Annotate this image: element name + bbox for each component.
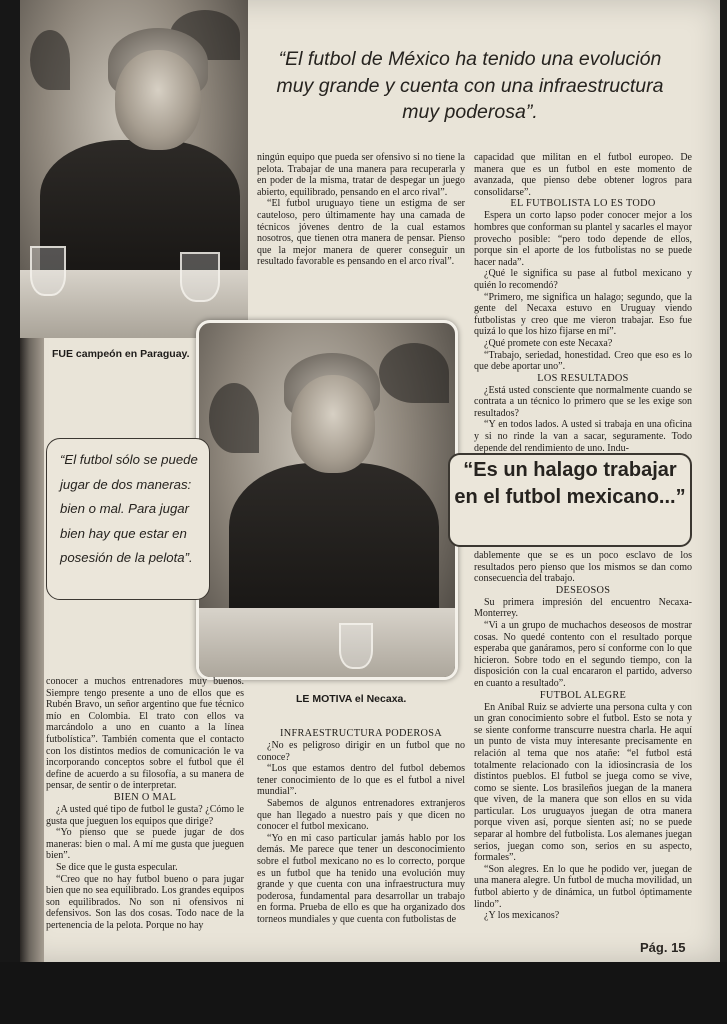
photo-glass — [180, 252, 220, 302]
paragraph: “Los que estamos dentro del futbol debemos tener conocimiento de lo que es el futbol a nivel mundial”. — [257, 763, 465, 798]
photo-glass — [30, 246, 66, 296]
page-number: Pág. 15 — [640, 940, 686, 955]
paragraph: “Trabajo, seriedad, honestidad. Creo que eso es lo que debe aportar uno”. — [474, 349, 692, 373]
paragraph: “Primero, me significa un halago; segundo, que la gente del Necaxa estuvo en Uruguay viendo futbolistas y creo que me vieron trabajar. Eso fue quizá lo que los hizo fijarse en mí”. — [474, 291, 692, 338]
paragraph: ¿Qué le significa su pase al futbol mexicano y quién lo recomendó? — [474, 268, 692, 291]
section-heading: INFRAESTRUCTURA PODEROSA — [280, 728, 442, 739]
photo-foliage — [209, 383, 259, 453]
photo-table — [199, 608, 458, 680]
paragraph: Se dice que le gusta especular. — [56, 861, 178, 873]
paragraph: Espera un corto lapso poder conocer mejor a los hombres que conforman su plantel y sacarles el mayor provecho posible: “pero todo depende de ellos, porque sin el aporte de los futbolistas no se puede hacer nada”. — [474, 210, 692, 268]
section-heading: DESEOSOS — [555, 584, 611, 596]
pull-quote-left: “El futbol sólo se puede jugar de dos maneras: bien o mal. Para jugar bien hay que estar en posesión de la pelota”. — [60, 452, 198, 566]
paragraph: capacidad que militan en el futbol europeo. De manera que es un futbol en este momento de avanzada, que pienso debe obtener logros para consolidarse”. — [474, 152, 692, 198]
scan-background — [0, 962, 727, 1024]
paragraph: “Yo en mi caso particular jamás hablo por los demás. Me parece que tener un desconocimiento sobre el futbol mexicano no es lo correcto, porque es un futbol que ha tenido una evolución muy grande y que cuenta con una infraestructura muy poderosa, fundamental para desarrollar un trabajo en forma. Prueba de ello es que ha organizado dos torneos mundiales y que cuenta con futbolistas de — [257, 832, 465, 925]
paragraph: “Son alegres. En lo que he podido ver, juegan de una manera alegre. Un futbol de mucha movilidad, un futbol abierto y de dinámica, un futbol óptimamente lindo”. — [474, 863, 692, 910]
paragraph: “El futbol uruguayo tiene un estigma de ser cauteloso, pero últimamente hay una camada de técnicos jóvenes dentro de la cual estamos nosotros, que tienen otra manera de pensar. Pienso que la mejor manera de querer conseguir un resultado favorable es pensando en el arco rival”. — [257, 198, 465, 268]
paragraph: En Aníbal Ruiz se advierte una persona culta y con un gran conocimiento sobre el futbol. Esto se nota y se siente conforme transcurre nuestra charla. He aquí un punto de vista muy interesante precisamente en relación al tema que nos atañe: “el futbol está totalmente relacionado con la idiosincrasia de los distintos pueblos. El futbol se juega como se vive, como se siente. Los brasileños juegan de la manera que viven, de la manera que son ellos en su vida particular. Los uruguayos juegan de otra manera porque viven así, porque sienten así; no se puede separar al hombre del futbolista. Los alemanes juegan serios, juegan como son, serios en su aspecto, formales”. — [474, 701, 692, 864]
section-heading: FUTBOL ALEGRE — [539, 689, 627, 701]
paragraph: Su primera impresión del encuentro Necaxa-Monterrey. — [474, 596, 692, 620]
photo-figure-head — [291, 375, 375, 473]
pull-quote-top: “El futbol de México ha tenido una evolución muy grande y cuenta con una infraestructura muy poderosa”. — [276, 48, 664, 123]
pull-quote-right: “Es un halago trabajar en el futbol mexicano...” — [454, 459, 686, 508]
article-column-right-top — [474, 152, 692, 454]
paragraph: ¿Está usted consciente que normalmente cuando se contrata a un técnico lo primero que se les exige son resultados? — [474, 384, 692, 419]
photo-caption-top: FUE campeón en Paraguay. — [52, 348, 190, 360]
article-column-right-bottom — [474, 550, 692, 922]
photo-coach-speaking — [196, 320, 458, 680]
photo-foliage — [30, 30, 70, 90]
paragraph: ¿No es peligroso dirigir en un futbol que no conoce? — [257, 740, 465, 763]
photo-caption-mid: LE MOTIVA el Necaxa. — [296, 693, 407, 705]
paragraph: ningún equipo que pueda ser ofensivo si no tiene la pelota. Trabajar de una manera para recuperarla y en poder de la misma, tratar de despegar un juego abierto, equilibrado, pensando en el arco rival”. — [257, 152, 465, 198]
paragraph: “Creo que no hay futbol bueno o para jugar bien que no sea equilibrado. Los grandes equipos son equilibrados. No son ni ofensivos ni defensivos. Son las dos cosas. Todo nace de la pertenencia de la pelota. Porque no hay — [46, 873, 244, 931]
section-heading: EL FUTBOLISTA LO ES TODO — [510, 198, 656, 210]
photo-glass — [339, 623, 373, 669]
article-column-left — [46, 676, 244, 931]
paragraph: “Yo pienso que se puede jugar de dos maneras: bien o mal. A mí me gusta que jueguen bien”. — [46, 827, 244, 862]
paragraph: Sabemos de algunos entrenadores extranjeros que han llegado a nuestro país y que dicen no conocer el futbol mexicano. — [257, 797, 465, 833]
section-heading: LOS RESULTADOS — [537, 372, 629, 384]
paragraph: conocer a muchos entrenadores muy buenos. Siempre tengo presente a uno de ellos que es Rubén Bravo, un señor argentino que fue técnico mío en Colombia. El trato con ellos va marcándolo a uno en cuanto a la línea futbolística”. También comenta que el contacto con los distintos medios de comunicación le va incorporando conceptos sobre el futbol que él define de acuerdo a su filosofía, a su manera de pensar, de sentir o de interpretar. — [46, 676, 244, 792]
photo-figure-head — [115, 50, 201, 150]
photo-coach-portrait — [20, 0, 248, 338]
paragraph: “Vi a un grupo de muchachos deseosos de mostrar cosas. No quedé contento con el resultado porque esperaba que ganáramos, pero sí conforme con lo que hicieron. Sobre todo en el segundo tiempo, con la disposición con la cual encararon el partido, adverso en cuanto a resultado”. — [474, 619, 692, 689]
paragraph: ¿Qué promete con este Necaxa? — [484, 337, 613, 349]
paragraph: ¿A usted qué tipo de futbol le gusta? ¿Cómo le gusta que jueguen los equipos que dirige? — [46, 803, 244, 827]
section-heading: BIEN O MAL — [113, 791, 177, 803]
photo-figure-body — [229, 463, 439, 623]
article-column-middle-bottom — [257, 728, 465, 926]
photo-foliage — [379, 343, 449, 403]
article-column-middle-top — [257, 152, 465, 268]
paragraph: dablemente que se es un poco esclavo de los resultados pero pienso que los mismos se dan como consecuencia del trabajo. — [474, 550, 692, 585]
paragraph: ¿Y los mexicanos? — [484, 910, 560, 922]
paragraph: “Y en todos lados. A usted si trabaja en una oficina y si no rinde la van a sacar, seguramente. Todo depende del rendimiento de uno. Indu- — [474, 419, 692, 454]
